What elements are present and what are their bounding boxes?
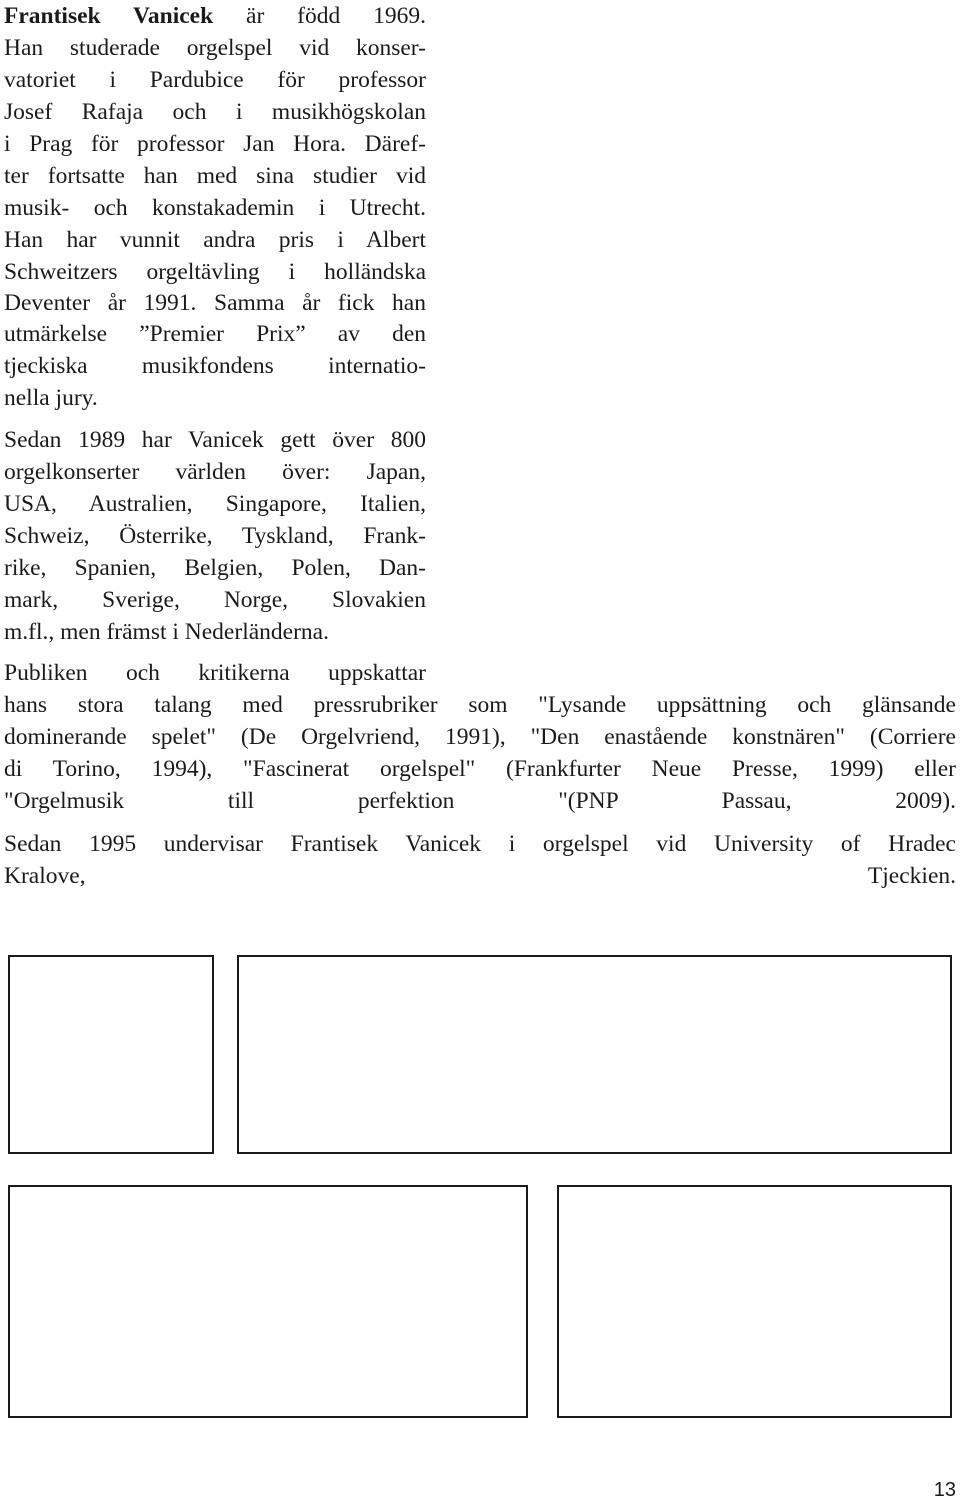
image-placeholder-4	[557, 1185, 952, 1418]
paragraph-2-line: orgelkonserter världen över: Japan,	[4, 459, 426, 485]
image-placeholder-2	[237, 955, 952, 1154]
paragraph-1-line-1	[4, 0, 426, 32]
paragraph-1-line: nella jury.	[4, 385, 98, 411]
paragraph-4-line: Sedan 1995 undervisar Frantisek Vanicek i orgelspel vid University of Hradec	[4, 831, 956, 857]
paragraph-2-line: rike, Spanien, Belgien, Polen, Dan-	[4, 555, 426, 581]
page-number: 13	[933, 1479, 956, 1501]
paragraph-1-line: i Prag för professor Jan Hora. Däref-	[4, 131, 426, 157]
paragraph-1-line: utmärkelse ”Premier Prix” av den	[4, 321, 426, 347]
paragraph-1-line: Josef Rafaja och i musikhögskolan	[4, 99, 426, 125]
paragraph-2-line: m.fl., men främst i Nederländerna.	[4, 619, 329, 645]
paragraph-1-line: ter fortsatte han med sina studier vid	[4, 163, 426, 189]
paragraph-2-line: USA, Australien, Singapore, Italien,	[4, 491, 426, 517]
paragraph-2-line: mark, Sverige, Norge, Slovakien	[4, 587, 426, 613]
paragraph-3-line: "Orgelmusik till perfektion "(PNP Passau, 2009).	[4, 788, 956, 814]
paragraph-1-line: tjeckiska musikfondens internatio-	[4, 353, 426, 379]
paragraph-2-line: Schweiz, Österrike, Tyskland, Frank-	[4, 523, 426, 549]
paragraph-1-line: Han studerade orgelspel vid konser-	[4, 35, 426, 61]
paragraph-1-line: Han har vunnit andra pris i Albert	[4, 227, 426, 253]
paragraph-3-line: di Torino, 1994), "Fascinerat orgelspel" (Frankfurter Neue Presse, 1999) eller	[4, 756, 956, 782]
paragraph-3-line: hans stora talang med pressrubriker som "Lysande uppsättning och glänsande	[4, 692, 956, 718]
paragraph-1-line: Schweitzers orgeltävling i holländska	[4, 259, 426, 285]
paragraph-4-line: Kralove, Tjeckien.	[4, 863, 956, 889]
paragraph-1-line: Deventer år 1991. Samma år fick han	[4, 290, 426, 316]
paragraph-3-line: Publiken och kritikerna uppskattar	[4, 660, 426, 686]
image-placeholder-3	[8, 1185, 528, 1418]
paragraph-1-line-1-rest: är född 1969.	[213, 3, 426, 29]
paragraph-3-line: dominerande spelet" (De Orgelvriend, 1991), "Den enastående konstnären" (Corriere	[4, 724, 956, 750]
paragraph-2-line: Sedan 1989 har Vanicek gett över 800	[4, 427, 426, 453]
author-name: Frantisek Vanicek	[4, 3, 214, 29]
paragraph-1-line: vatoriet i Pardubice för professor	[4, 67, 426, 93]
image-placeholder-1	[8, 955, 214, 1154]
paragraph-1-line: musik- och konstakademin i Utrecht.	[4, 195, 426, 221]
